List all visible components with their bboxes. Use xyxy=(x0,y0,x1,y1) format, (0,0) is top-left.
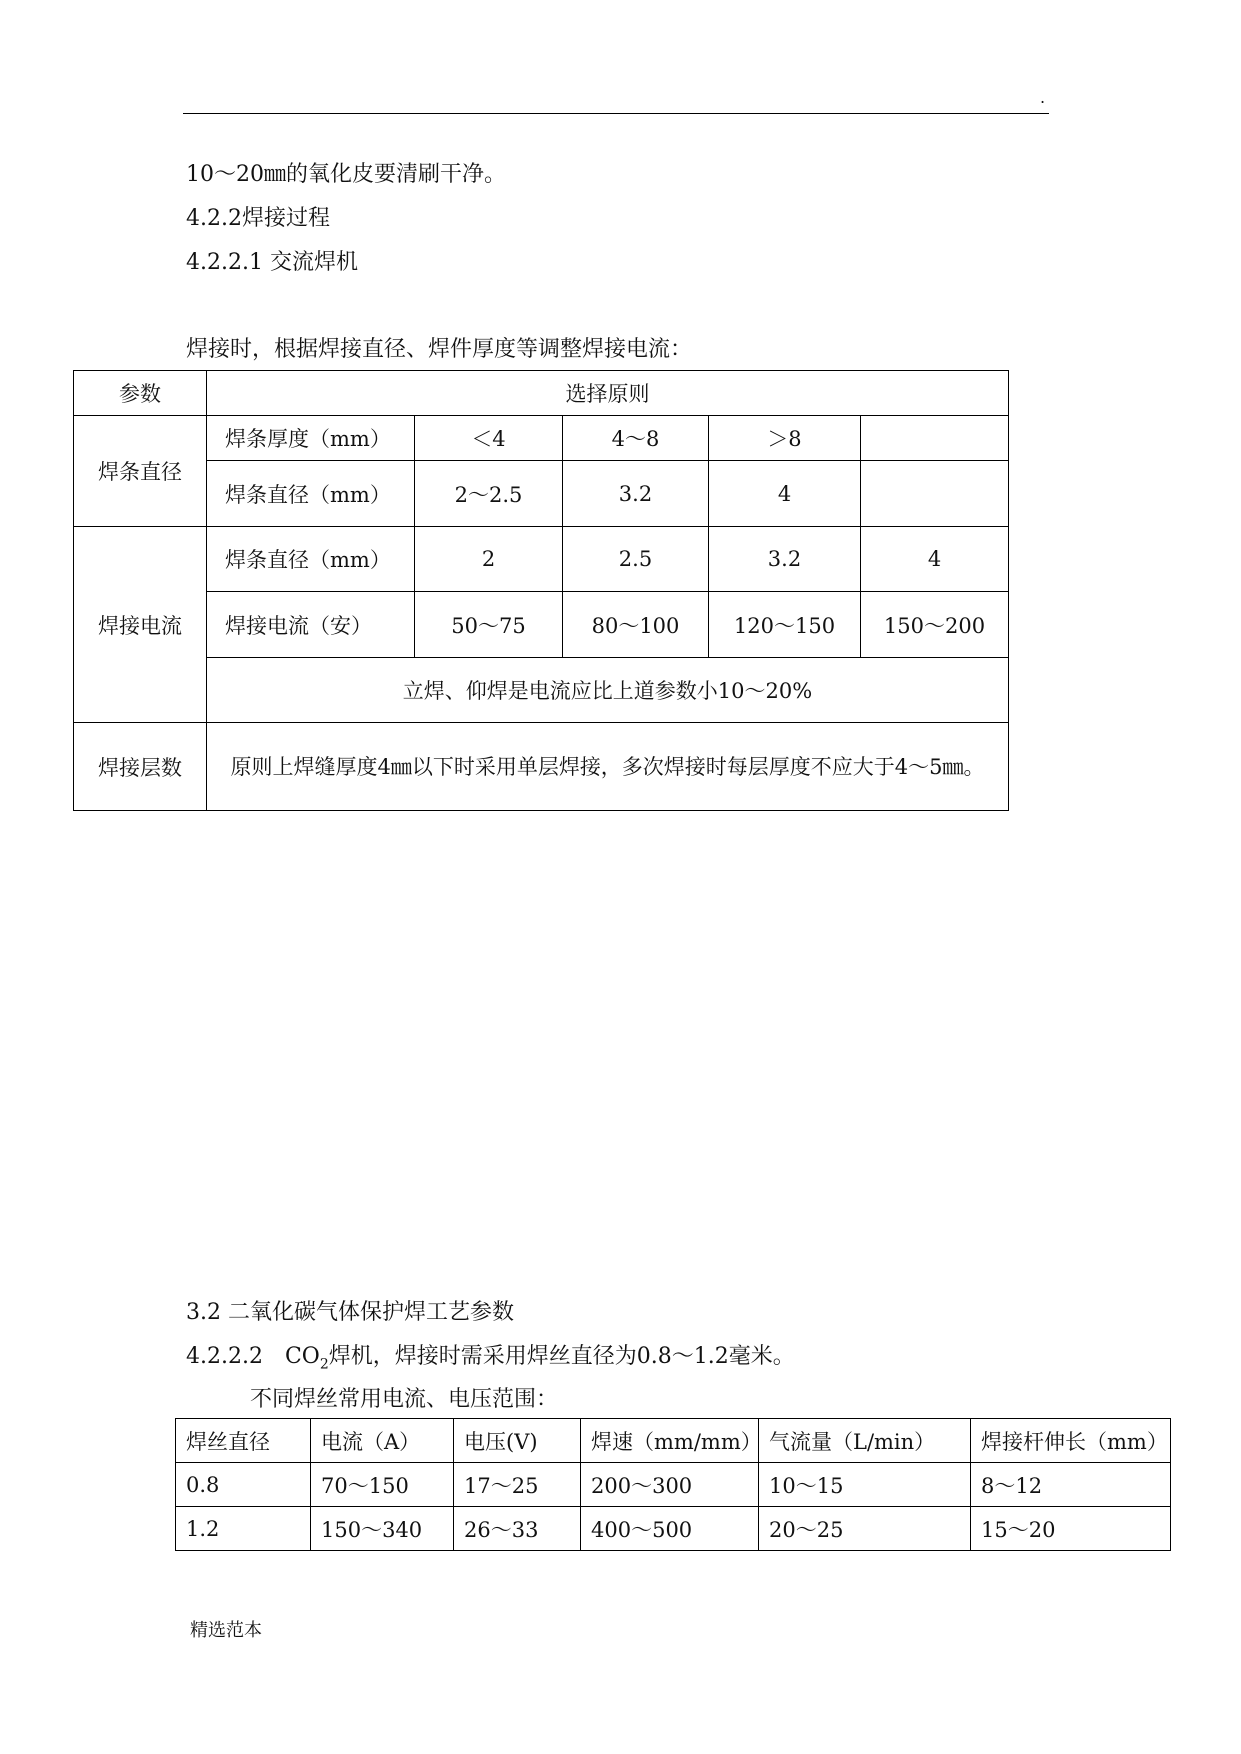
table-cell: 20～25 xyxy=(759,1507,971,1551)
table-row xyxy=(74,527,1009,592)
table-cell: 2～2.5 xyxy=(415,461,563,527)
table-row xyxy=(74,371,1009,416)
table-cell: 4～8 xyxy=(563,416,709,461)
table-header-cell: 焊丝直径 xyxy=(176,1419,311,1463)
table-cell: 8～12 xyxy=(971,1463,1171,1507)
table-cell: ＞8 xyxy=(709,416,861,461)
table-cell xyxy=(861,461,1009,527)
co2-wire-parameter-table xyxy=(175,1418,1171,1551)
table-cell: 150～200 xyxy=(861,592,1009,658)
table-cell: 17～25 xyxy=(454,1463,581,1507)
footer-text: 精选范本 xyxy=(190,1620,262,1641)
table-cell: 3.2 xyxy=(563,461,709,527)
table-row xyxy=(74,723,1009,811)
table-cell: 3.2 xyxy=(709,527,861,592)
table1-layers-note: 原则上焊缝厚度4㎜以下时采用单层焊接，多次焊接时每层厚度不应大于4～5㎜。 xyxy=(207,723,1009,811)
table-cell: 4 xyxy=(861,527,1009,592)
table-cell xyxy=(861,416,1009,461)
table-cell: 4 xyxy=(709,461,861,527)
table-row xyxy=(176,1463,1171,1507)
co2-subscript: 2 xyxy=(319,1356,329,1373)
table1-current-note: 立焊、仰焊是电流应比上道参数小10～20% xyxy=(207,658,1009,723)
table-row xyxy=(176,1419,1171,1463)
table-header-cell: 电流（A） xyxy=(311,1419,454,1463)
section-heading-co2-welding: 3.2 二氧化碳气体保护焊工艺参数 xyxy=(186,1300,514,1325)
table-header-cell: 电压(V) xyxy=(454,1419,581,1463)
table-row xyxy=(74,461,1009,527)
table-cell: 1.2 xyxy=(176,1507,311,1551)
table-row xyxy=(74,658,1009,723)
table-cell: 焊条厚度（mm） xyxy=(207,416,415,461)
paragraph-current-adjustment: 焊接时，根据焊接直径、焊件厚度等调整焊接电流： xyxy=(186,337,693,362)
table1-group-electrode-diameter: 焊条直径 xyxy=(74,416,207,527)
table-cell: ＜4 xyxy=(415,416,563,461)
section-heading-welding-process: 4.2.2焊接过程 xyxy=(186,206,330,231)
table-cell: 10～15 xyxy=(759,1463,971,1507)
table-row xyxy=(74,416,1009,461)
paragraph-oxide-cleaning: 10～20㎜的氧化皮要清刷干净。 xyxy=(186,162,506,187)
co2-suffix: 焊机，焊接时需采用焊丝直径为0.8～1.2毫米。 xyxy=(328,1344,795,1369)
table-cell: 26～33 xyxy=(454,1507,581,1551)
table-cell: 焊条直径（mm） xyxy=(207,527,415,592)
table-cell: 150～340 xyxy=(311,1507,454,1551)
table1-group-welding-layers: 焊接层数 xyxy=(74,723,207,811)
paragraph-co2-welder xyxy=(186,1342,795,1379)
table-row xyxy=(176,1507,1171,1551)
table-header-cell: 气流量（L/min） xyxy=(759,1419,971,1463)
table1-header-param: 参数 xyxy=(74,371,207,416)
table-cell: 80～100 xyxy=(563,592,709,658)
header-dot: . xyxy=(1040,88,1046,107)
table-header-cell: 焊接杆伸长（mm） xyxy=(971,1419,1171,1463)
table1-group-welding-current: 焊接电流 xyxy=(74,527,207,723)
table-cell: 50～75 xyxy=(415,592,563,658)
table-header-cell: 焊速（mm/mm） xyxy=(581,1419,759,1463)
table-cell: 2 xyxy=(415,527,563,592)
table-cell: 15～20 xyxy=(971,1507,1171,1551)
table-cell: 2.5 xyxy=(563,527,709,592)
paragraph-wire-ranges: 不同焊丝常用电流、电压范围： xyxy=(250,1387,559,1412)
electrode-parameter-table xyxy=(73,370,1009,811)
table-cell: 120～150 xyxy=(709,592,861,658)
header-rule xyxy=(183,113,1049,114)
table-cell: 0.8 xyxy=(176,1463,311,1507)
co2-prefix: 4.2.2.2 CO xyxy=(186,1344,320,1369)
table1-header-rule: 选择原则 xyxy=(207,371,1009,416)
table-cell: 焊接电流（安） xyxy=(207,592,415,658)
table-cell: 400～500 xyxy=(581,1507,759,1551)
table-cell: 200～300 xyxy=(581,1463,759,1507)
table-cell: 焊条直径（mm） xyxy=(207,461,415,527)
table-cell: 70～150 xyxy=(311,1463,454,1507)
table-row xyxy=(74,592,1009,658)
section-heading-ac-welder: 4.2.2.1 交流焊机 xyxy=(186,250,358,275)
